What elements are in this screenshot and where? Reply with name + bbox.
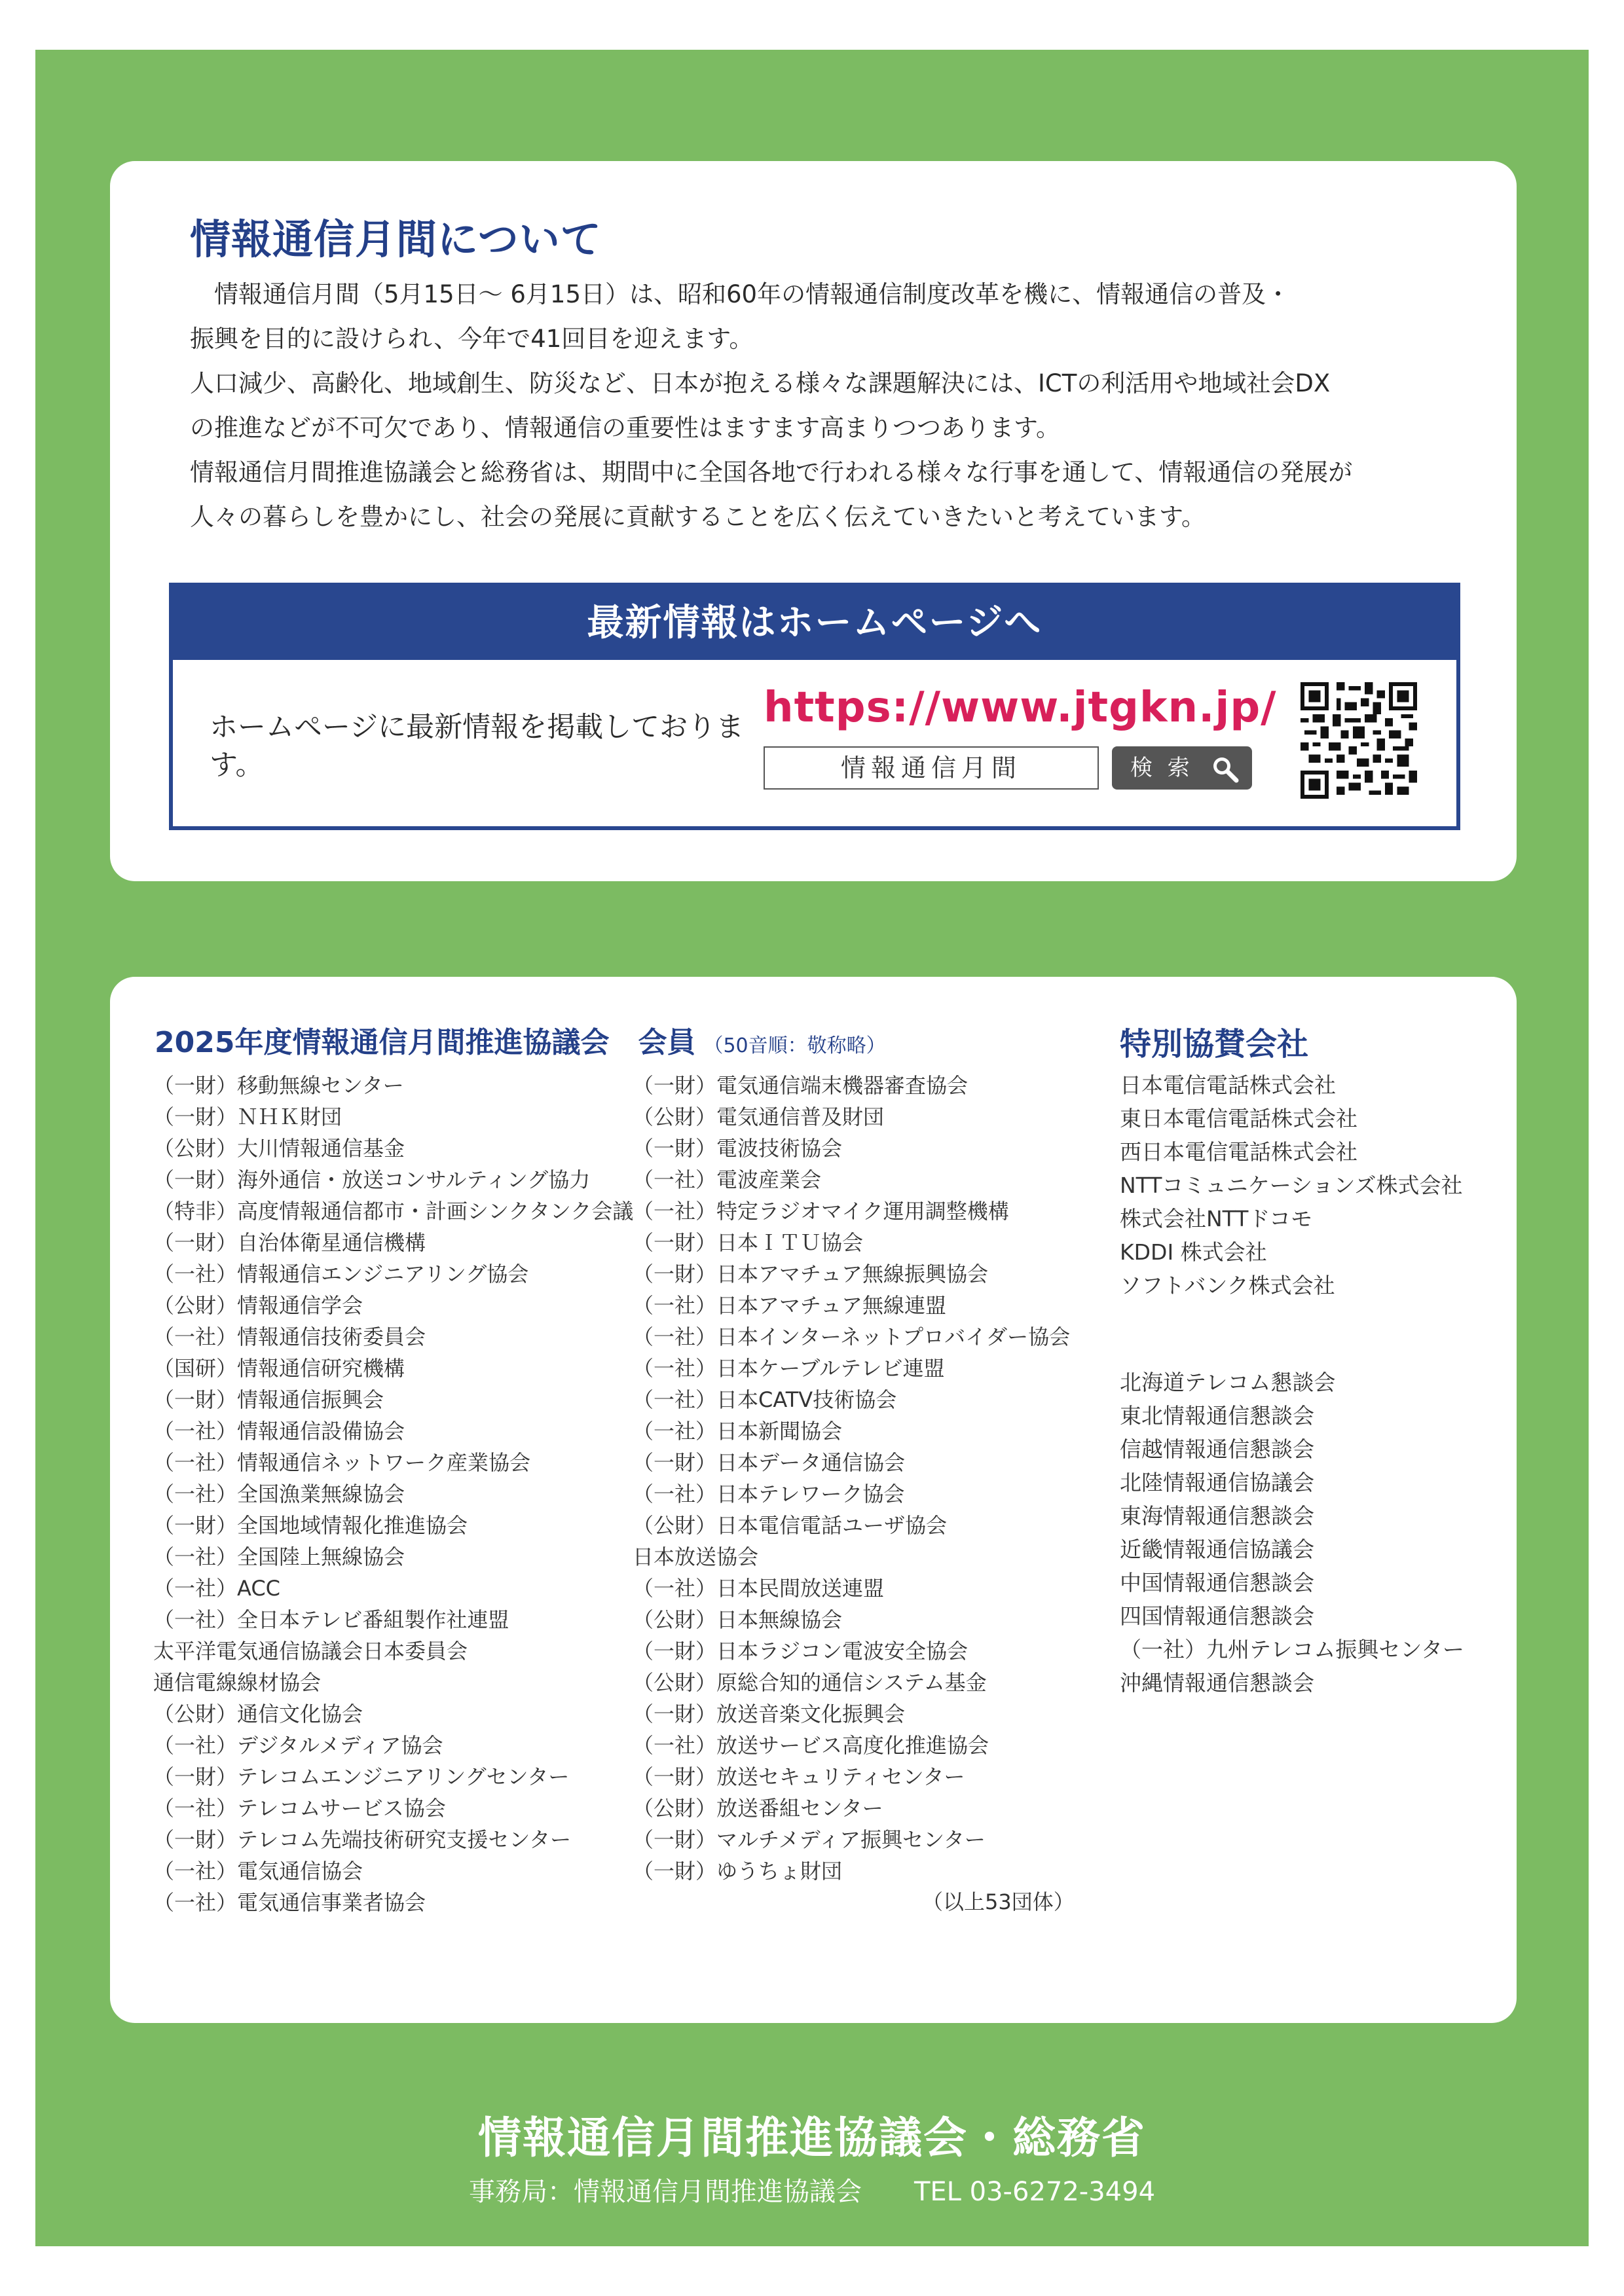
sponsor-companies	[1120, 1068, 1462, 1302]
list-item: （一社）特定ラジオマイク運用調整機構	[633, 1199, 1009, 1224]
list-item: （一財）情報通信振興会	[153, 1387, 384, 1412]
list-item: ソフトバンク株式会社	[1120, 1273, 1335, 1298]
list-item: （一財）日本ＩＴＵ協会	[633, 1230, 864, 1255]
list-item: KDDI 株式会社	[1120, 1239, 1267, 1265]
about-title: 情報通信月間について	[190, 215, 602, 263]
homepage-heading: 最新情報はホームページへ	[173, 587, 1456, 660]
search-button-label: 検 索	[1130, 755, 1194, 781]
list-item: （一社）日本ケーブルテレビ連盟	[633, 1356, 945, 1381]
list-item: （一財）放送セキュリティセンター	[633, 1764, 965, 1789]
list-item: （公財）通信文化協会	[153, 1702, 363, 1726]
search-icon	[1210, 754, 1239, 783]
list-item: （一財）自治体衛星通信機構	[153, 1230, 426, 1255]
list-item: 株式会社NTTドコモ	[1120, 1206, 1313, 1231]
list-item: （一財）全国地域情報化推進協会	[153, 1513, 468, 1538]
list-item: （一財）海外通信・放送コンサルティング協力	[153, 1167, 591, 1192]
list-item: （一財）ゆうちょ財団	[633, 1859, 843, 1884]
list-item: （一社）全日本テレビ番組製作社連盟	[153, 1607, 509, 1632]
list-item: （一財）放送音楽文化振興会	[633, 1702, 906, 1726]
search-button[interactable]	[1112, 746, 1252, 790]
about-paragraph: 情報通信月間（5月15日～ 6月15日）は、昭和60年の情報通信制度改革を機に、情報通信の普及・	[190, 280, 1291, 308]
list-item: （一社）日本アマチュア無線連盟	[633, 1293, 947, 1318]
list-item: 北海道テレコム懇談会	[1120, 1370, 1336, 1395]
list-item: （一財）日本データ通信協会	[633, 1450, 906, 1475]
members-title-text: 2025年度情報通信月間推進協議会 会員	[155, 1026, 696, 1059]
about-paragraph: 情報通信月間推進協議会と総務省は、期間中に全国各地で行われる様々な行事を通して、情報通信の発展が	[190, 458, 1353, 486]
regional-councils	[1120, 1366, 1464, 1700]
list-item: （一社）日本テレワーク協会	[633, 1482, 905, 1506]
list-item: （一社）電気通信協会	[153, 1859, 363, 1884]
list-item: 中国情報通信懇談会	[1120, 1570, 1314, 1595]
list-item: （公財）電気通信普及財団	[633, 1104, 885, 1129]
about-paragraph: 人々の暮らしを豊かにし、社会の発展に貢献することを広く伝えていきたいと考えています。	[190, 503, 1206, 531]
list-item: （一社）日本CATV技術協会	[633, 1387, 897, 1412]
list-item: （一社）ACC	[153, 1576, 281, 1601]
list-item: 四国情報通信懇談会	[1120, 1603, 1314, 1629]
members-total: （以上53団体）	[922, 1889, 1075, 1914]
list-item: （公財）原総合知的通信システム基金	[633, 1670, 987, 1695]
members-title	[155, 1019, 886, 1061]
list-item: 東北情報通信懇談会	[1120, 1403, 1314, 1429]
qr-code-icon[interactable]	[1301, 682, 1417, 799]
homepage-description: ホームページに最新情報を掲載しております。	[210, 711, 745, 782]
sponsors-title: 特別協賛会社	[1120, 1026, 1309, 1063]
footer-office: 事務局：情報通信月間推進協議会 TEL 03-6272-3494	[468, 2177, 1156, 2207]
members-column-1	[153, 1070, 633, 1918]
list-item: （一財）ＮＨＫ財団	[153, 1104, 342, 1129]
footer-title: 情報通信月間推進協議会・総務省	[478, 2113, 1146, 2163]
list-item: （一財）電波技術協会	[633, 1136, 843, 1161]
list-item: （一社）日本新聞協会	[633, 1419, 843, 1444]
list-item: 日本電信電話株式会社	[1120, 1072, 1336, 1098]
list-item: 近畿情報通信協議会	[1120, 1537, 1314, 1562]
list-item: （公財）日本無線協会	[633, 1607, 843, 1632]
list-item: （一財）日本アマチュア無線振興協会	[633, 1262, 989, 1286]
list-item: （一社）日本民間放送連盟	[633, 1576, 885, 1601]
about-paragraph: 振興を目的に設けられ、今年で41回目を迎えます。	[190, 325, 754, 353]
list-item: 東海情報通信懇談会	[1120, 1503, 1314, 1529]
list-item: 北陸情報通信協議会	[1120, 1470, 1314, 1495]
list-item: 東日本電信電話株式会社	[1120, 1106, 1357, 1131]
list-item: （一社）電波産業会	[633, 1167, 822, 1192]
about-card	[110, 161, 1517, 881]
list-item: 信越情報通信懇談会	[1120, 1436, 1314, 1462]
list-item: 太平洋電気通信協議会日本委員会	[153, 1639, 468, 1664]
list-item: （一社）情報通信技術委員会	[153, 1324, 426, 1349]
list-item: （一財）日本ラジコン電波安全協会	[633, 1639, 969, 1664]
list-item: （一財）テレコム先端技術研究支援センター	[153, 1827, 572, 1852]
list-item: （公財）大川情報通信基金	[153, 1136, 405, 1161]
about-body	[190, 272, 1473, 539]
list-item: （一社）情報通信エンジニアリング協会	[153, 1262, 529, 1286]
list-item: 通信電線線材協会	[153, 1670, 322, 1695]
members-card	[110, 977, 1517, 2023]
list-item: NTTコミュニケーションズ株式会社	[1120, 1173, 1463, 1198]
list-item: （一財）テレコムエンジニアリングセンター	[153, 1764, 570, 1789]
members-column-2	[633, 1070, 1070, 1887]
list-item: （公財）放送番組センター	[633, 1796, 883, 1821]
list-item: （公財）日本電信電話ユーザ協会	[633, 1513, 948, 1538]
list-item: （公財）情報通信学会	[153, 1293, 363, 1318]
search-input[interactable]: 情報通信月間	[764, 746, 1099, 790]
list-item: （一社）情報通信ネットワーク産業協会	[153, 1450, 531, 1475]
list-item: 沖縄情報通信懇談会	[1120, 1670, 1314, 1696]
homepage-url-link[interactable]: https://www.jtgkn.jp/	[764, 683, 1277, 732]
list-item: （一社）デジタルメディア協会	[153, 1733, 443, 1758]
list-item: （一財）マルチメディア振興センター	[633, 1827, 986, 1852]
list-item: 西日本電信電話株式会社	[1120, 1139, 1357, 1165]
list-item: （一社）九州テレコム振興センター	[1120, 1637, 1465, 1662]
list-item: （一社）全国陸上無線協会	[153, 1544, 405, 1569]
list-item: （一社）情報通信設備協会	[153, 1419, 405, 1444]
list-item: （一財）移動無線センター	[153, 1073, 404, 1098]
list-item: （一社）全国漁業無線協会	[153, 1482, 405, 1506]
list-item: （特非）高度情報通信都市・計画シンクタンク会議	[153, 1199, 634, 1224]
members-subtitle: （50音順：敬称略）	[703, 1034, 886, 1057]
list-item: （一財）電気通信端末機器審査協会	[633, 1073, 969, 1098]
list-item: （一社）テレコムサービス協会	[153, 1796, 446, 1821]
homepage-box	[169, 583, 1460, 830]
list-item: 日本放送協会	[633, 1544, 759, 1569]
list-item: （一社）日本インターネットプロバイダー協会	[633, 1324, 1071, 1349]
list-item: （一社）電気通信事業者協会	[153, 1890, 426, 1915]
about-paragraph: 人口減少、高齢化、地域創生、防災など、日本が抱える様々な課題解決には、ICTの利活用や地域社会DX	[190, 369, 1331, 397]
about-paragraph: の推進などが不可欠であり、情報通信の重要性はますます高まりつつあります。	[190, 414, 1061, 442]
list-item: （一社）放送サービス高度化推進協会	[633, 1733, 989, 1758]
list-item: （国研）情報通信研究機構	[153, 1356, 405, 1381]
